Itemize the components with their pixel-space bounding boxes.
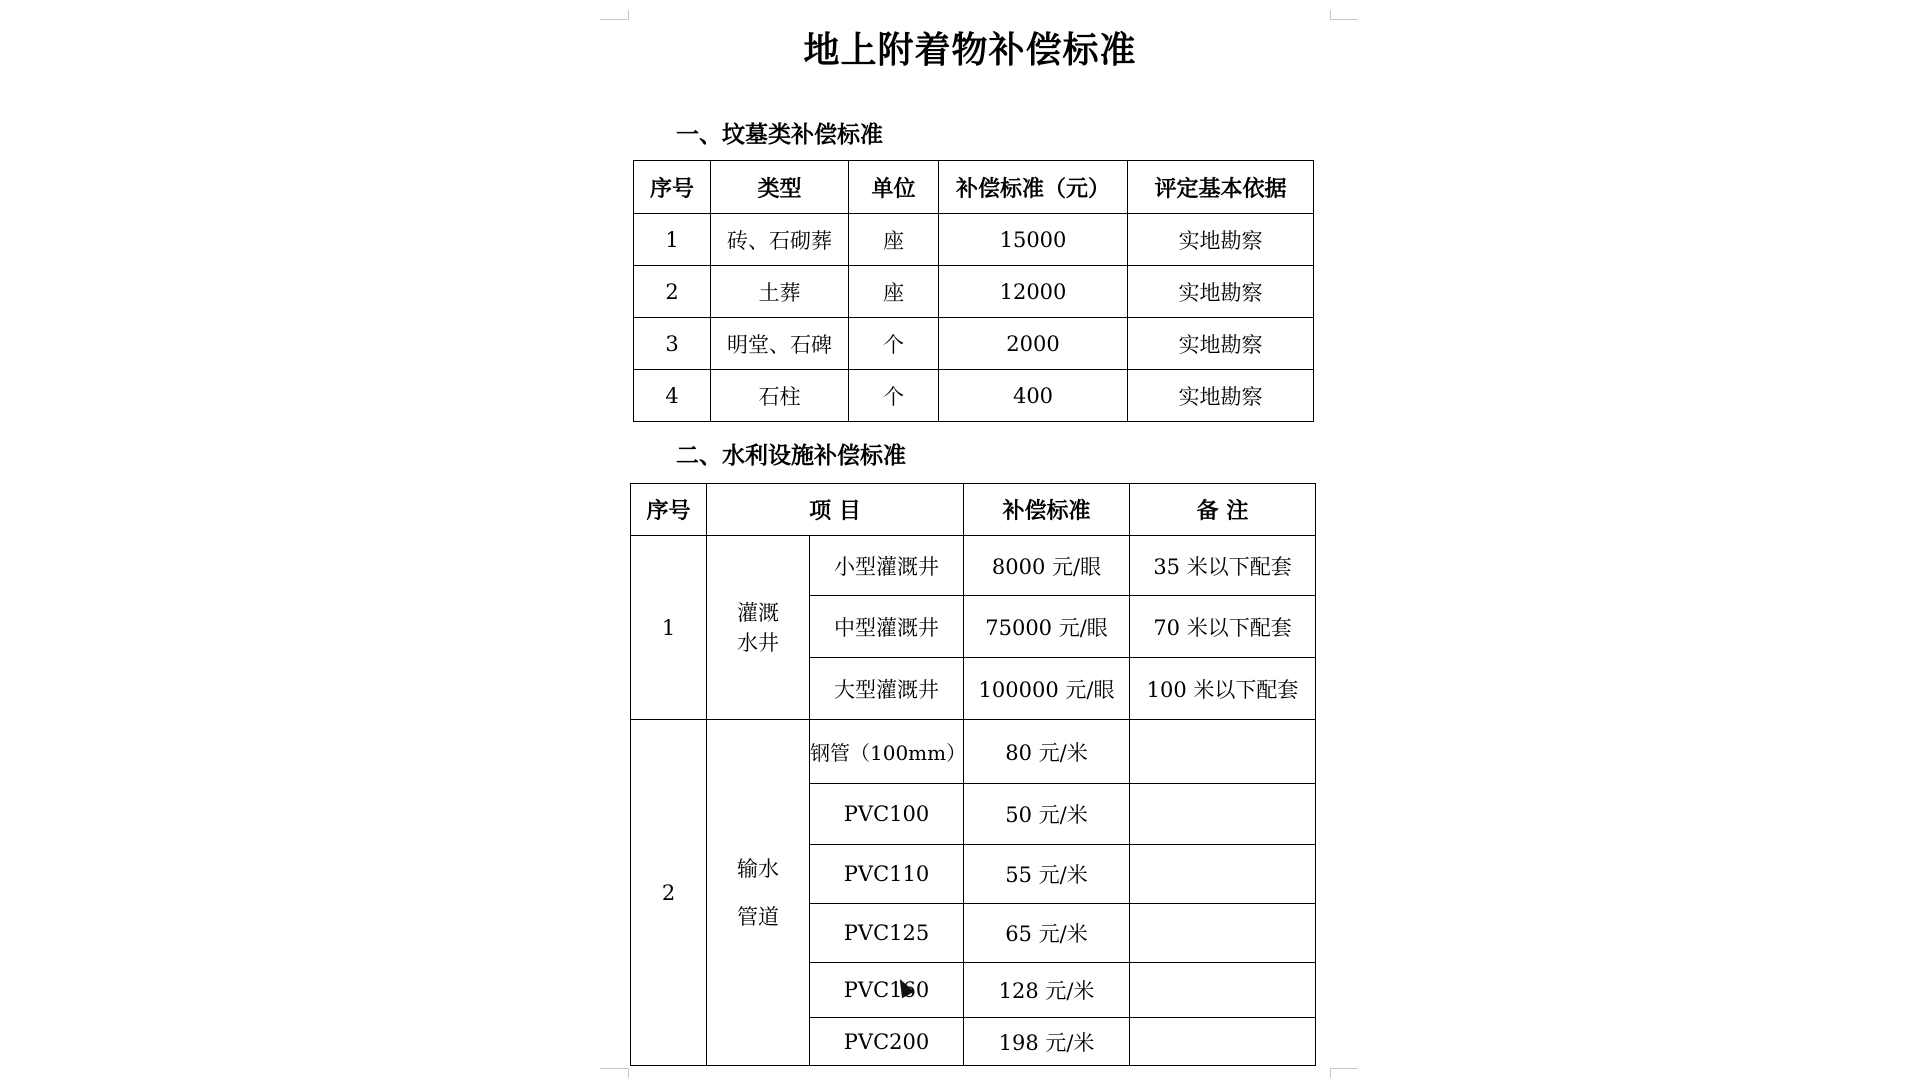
corner-mark-top-left	[600, 19, 628, 20]
water-facility-compensation-table	[630, 483, 1316, 1066]
header-standard: 补偿标准（元）	[939, 161, 1128, 214]
cell-standard: 15000	[939, 214, 1128, 266]
cell-item: PVC160	[810, 963, 964, 1018]
section1-heading: 一、坟墓类补偿标准	[676, 122, 883, 148]
cell-standard: 80 元/米	[964, 720, 1130, 784]
cell-no: 2	[634, 266, 711, 318]
cell-type: 明堂、石碑	[711, 318, 849, 370]
corner-mark-top-right-v	[1330, 10, 1331, 20]
header-note: 备 注	[1130, 484, 1316, 536]
cell-note	[1130, 720, 1316, 784]
cell-standard: 12000	[939, 266, 1128, 318]
category-line: 水井	[737, 630, 779, 655]
table-row	[634, 370, 1314, 422]
cell-standard: 198 元/米	[964, 1018, 1130, 1066]
cell-note	[1130, 1018, 1316, 1066]
cell-unit: 个	[849, 318, 939, 370]
cell-item: PVC100	[810, 784, 964, 845]
cell-note	[1130, 784, 1316, 845]
section2-heading: 二、水利设施补偿标准	[676, 443, 906, 469]
table-header-row	[631, 484, 1316, 536]
corner-mark-top-right	[1330, 19, 1358, 20]
corner-mark-bottom-right-v	[1330, 1068, 1331, 1078]
cell-basis: 实地勘察	[1128, 266, 1314, 318]
cell-standard: 2000	[939, 318, 1128, 370]
cell-type: 砖、石砌葬	[711, 214, 849, 266]
cell-no: 4	[634, 370, 711, 422]
corner-mark-bottom-left	[600, 1068, 628, 1069]
header-standard: 补偿标准	[964, 484, 1130, 536]
cell-basis: 实地勘察	[1128, 214, 1314, 266]
table-row	[631, 536, 1316, 596]
cell-note: 35 米以下配套	[1130, 536, 1316, 596]
cell-note	[1130, 845, 1316, 904]
cell-standard: 55 元/米	[964, 845, 1130, 904]
header-basis: 评定基本依据	[1128, 161, 1314, 214]
table-row	[634, 318, 1314, 370]
cell-standard: 8000 元/眼	[964, 536, 1130, 596]
cell-unit: 座	[849, 266, 939, 318]
cell-type: 土葬	[711, 266, 849, 318]
table-row	[631, 720, 1316, 784]
cell-note	[1130, 963, 1316, 1018]
grave-compensation-table	[633, 160, 1314, 422]
cell-item: 大型灌溉井	[810, 658, 964, 720]
cell-group-category	[707, 720, 810, 1066]
table-row	[634, 266, 1314, 318]
cell-no: 3	[634, 318, 711, 370]
header-unit: 单位	[849, 161, 939, 214]
cell-type: 石柱	[711, 370, 849, 422]
corner-mark-top-left-v	[628, 10, 629, 20]
document-title: 地上附着物补偿标准	[803, 30, 1137, 71]
cell-note	[1130, 904, 1316, 963]
cell-note: 100 米以下配套	[1130, 658, 1316, 720]
corner-mark-bottom-right	[1330, 1068, 1358, 1069]
cell-unit: 座	[849, 214, 939, 266]
cell-standard: 75000 元/眼	[964, 596, 1130, 658]
category-line: 输水	[737, 856, 779, 881]
cell-basis: 实地勘察	[1128, 318, 1314, 370]
cell-item: PVC125	[810, 904, 964, 963]
cell-item: 小型灌溉井	[810, 536, 964, 596]
cell-standard: 128 元/米	[964, 963, 1130, 1018]
cell-unit: 个	[849, 370, 939, 422]
cell-standard: 100000 元/眼	[964, 658, 1130, 720]
header-no: 序号	[631, 484, 707, 536]
table-row	[634, 214, 1314, 266]
cell-basis: 实地勘察	[1128, 370, 1314, 422]
cell-group-category	[707, 536, 810, 720]
cell-item: 中型灌溉井	[810, 596, 964, 658]
category-line: 管道	[737, 904, 779, 929]
category-line: 灌溉	[737, 600, 779, 625]
table-header-row	[634, 161, 1314, 214]
cell-no: 1	[634, 214, 711, 266]
cell-group-no: 2	[631, 720, 707, 1066]
header-item: 项 目	[707, 484, 964, 536]
cell-item: 钢管（100mm）	[810, 720, 964, 784]
cell-group-no: 1	[631, 536, 707, 720]
cell-note: 70 米以下配套	[1130, 596, 1316, 658]
header-no: 序号	[634, 161, 711, 214]
corner-mark-bottom-left-v	[628, 1068, 629, 1078]
cell-standard: 65 元/米	[964, 904, 1130, 963]
header-type: 类型	[711, 161, 849, 214]
cell-standard: 400	[939, 370, 1128, 422]
cell-item: PVC200	[810, 1018, 964, 1066]
cell-item: PVC110	[810, 845, 964, 904]
cell-standard: 50 元/米	[964, 784, 1130, 845]
